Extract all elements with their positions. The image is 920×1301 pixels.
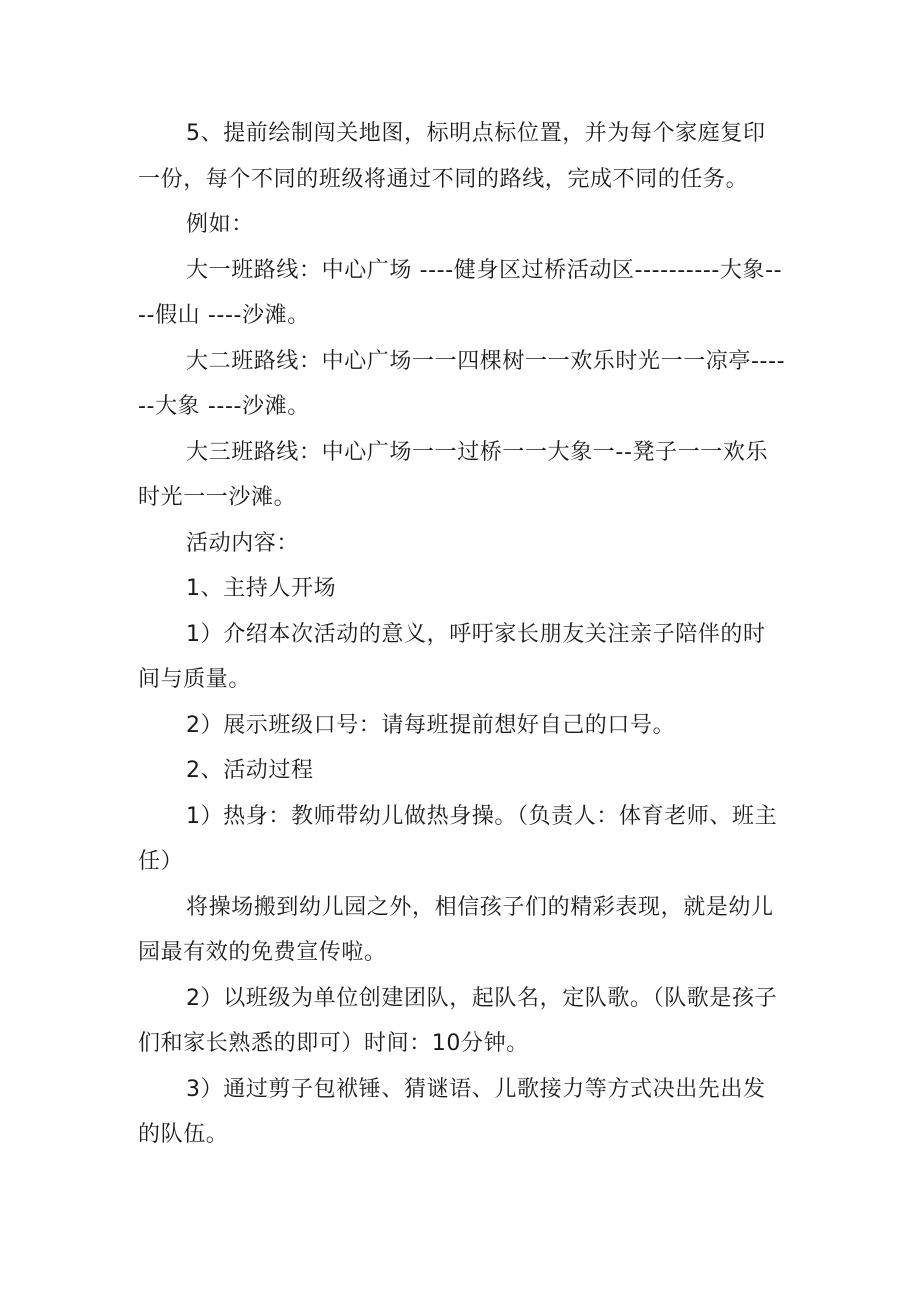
paragraph-team-building: 2）以班级为单位创建团队，起队名，定队歌。（队歌是孩子们和家长熟悉的即可）时间：10分钟。: [138, 985, 778, 1056]
paragraph-route-class-2: 大二班路线：中心广场一一四棵树一一欢乐时光一一凉亭------大象 ----沙滩。: [138, 348, 786, 419]
paragraph-warm-up: 1）热身：教师带幼儿做热身操。（负责人：体育老师、班主任）: [138, 803, 778, 874]
document-body: [138, 111, 788, 1158]
paragraph-example-label: 例如：: [186, 212, 254, 237]
paragraph-route-class-1: 大一班路线：中心广场 ----健身区过桥活动区----------大象----假山 ----沙滩。: [138, 257, 783, 328]
paragraph-map-preparation: 5、提前绘制闯关地图，标明点标位置，并为每个家庭复印一份，每个不同的班级将通过不同的路线，完成不同的任务。: [138, 121, 766, 192]
paragraph-playground-promotion: 将操场搬到幼儿园之外，相信孩子们的精彩表现，就是幼儿园最有效的免费宣传啦。: [138, 894, 774, 965]
paragraph-class-slogan: 2）展示班级口号：请每班提前想好自己的口号。: [186, 712, 676, 738]
paragraph-host-opening-heading: 1、主持人开场: [186, 576, 337, 601]
paragraph-route-class-3: 大三班路线：中心广场一一过桥一一大象一--凳子一一欢乐时光一一沙滩。: [138, 439, 769, 510]
paragraph-activity-process-heading: 2、活动过程: [186, 758, 314, 783]
paragraph-activity-content-heading: 活动内容：: [186, 530, 300, 556]
paragraph-departure-order: 3）通过剪子包袱锤、猜谜语、儿歌接力等方式决出先出发的队伍。: [138, 1076, 766, 1147]
paragraph-activity-significance: 1）介绍本次活动的意义，呼吁家长朋友关注亲子陪伴的时间与质量。: [138, 621, 766, 692]
